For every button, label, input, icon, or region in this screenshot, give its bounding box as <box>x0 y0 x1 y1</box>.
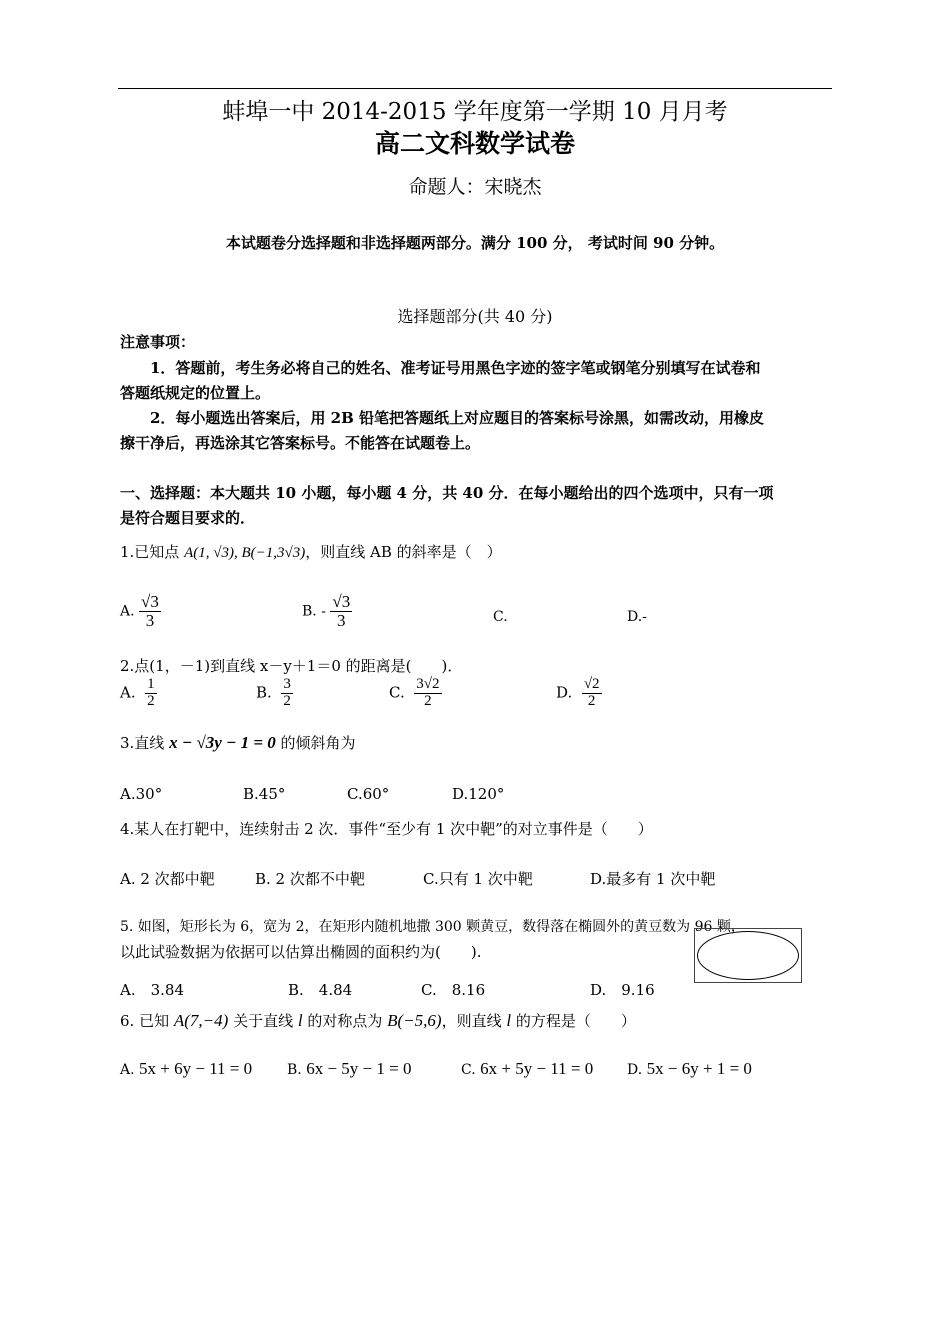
exam-intro: 本试题卷分选择题和非选择题两部分。满分 100 分， 考试时间 90 分钟。 <box>225 234 725 252</box>
q6-option-b: B. 6x − 5y − 1 = 0 <box>287 1059 412 1078</box>
header-rule <box>118 88 832 89</box>
question-1: 1.已知点 A(1, √3), B(−1,3√3)，则直线 AB 的斜率是（ ） <box>120 543 502 561</box>
q4-option-b: B. 2 次都不中靶 <box>255 870 365 888</box>
q2-option-b: B. $\frac{3}{2}$ <box>256 676 291 709</box>
q2-option-d: D. $\frac{√2}{2}$ <box>556 676 600 709</box>
q2-option-a: A. $\frac{1}{2}$ <box>120 676 155 709</box>
q4-option-a: A. 2 次都中靶 <box>120 870 215 888</box>
notice-2-line2: 擦干净后，再选涂其它答案标号。不能答在试题卷上。 <box>120 434 481 452</box>
q1-option-a: A. $\frac{√3}{3}$ <box>120 592 159 630</box>
q1-option-d: D.- <box>627 609 647 625</box>
q6-option-a: A. 5x + 6y − 11 = 0 <box>120 1059 253 1078</box>
ellipse-figure <box>697 931 799 980</box>
q5-option-d: D. 9.16 <box>590 981 655 999</box>
q4-option-c: C.只有 1 次中靶 <box>423 870 533 888</box>
q4-option-d: D.最多有 1 次中靶 <box>590 870 716 888</box>
q3-option-a: A.30° <box>120 785 163 803</box>
section-title: 选择题部分(共 40 分) <box>397 307 553 326</box>
notice-1-line1: 1．答题前，考生务必将自己的姓名、准考证号用黑色字迹的签字笔或钢笔分别填写在试卷和 <box>150 359 761 377</box>
q3-option-d: D.120° <box>452 785 505 803</box>
q5-option-b: B. 4.84 <box>288 981 353 999</box>
notice-title: 注意事项： <box>120 333 196 351</box>
q1-option-b: B. - $\frac{√3}{3}$ <box>302 592 351 630</box>
q2-option-c: C. $\frac{3√2}{2}$ <box>389 676 440 709</box>
q6-option-d: D. 5x − 6y + 1 = 0 <box>627 1059 752 1078</box>
exam-author: 命题人：宋晓杰 <box>408 176 542 198</box>
q3-equation: x − √3y − 1 = 0 <box>169 733 276 752</box>
part1-instruction-line2: 是符合题目要求的． <box>120 509 256 527</box>
q5-option-c: C. 8.16 <box>421 981 486 999</box>
question-5-line1: 5. 如图，矩形长为 6，宽为 2，在矩形内随机地撒 300 颗黄豆，数得落在椭圆外的黄豆数为 96 颗， <box>120 919 745 935</box>
question-3: 3.直线 x − √3y − 1 = 0 的倾斜角为 <box>120 733 356 752</box>
q6-option-c: C. 6x + 5y − 11 = 0 <box>461 1059 594 1078</box>
q3-option-c: C.60° <box>347 785 390 803</box>
q5-option-a: A. 3.84 <box>120 981 184 999</box>
q1-option-c: C. <box>493 609 508 625</box>
question-6: 6. 已知 A(7,−4) 关于直线 l 的对称点为 B(−5,6)，则直线 l 的方程是（ ） <box>120 1011 636 1030</box>
part1-instruction-line1: 一、选择题：本大题共 10 小题，每小题 4 分，共 40 分．在每小题给出的四个选项中，只有一项 <box>120 484 774 502</box>
question-2: 2.点(1，－1)到直线 x－y＋1＝0 的距离是( )． <box>120 657 463 675</box>
notice-1-line2: 答题纸规定的位置上。 <box>120 384 271 402</box>
notice-2-line1: 2．每小题选出答案后，用 2B 铅笔把答题纸上对应题目的答案标号涂黑，如需改动，用橡皮 <box>150 409 765 427</box>
exam-title-line2: 高二文科数学试卷 <box>374 129 575 158</box>
question-4: 4.某人在打靶中，连续射击 2 次．事件“至少有 1 次中靶”的对立事件是（ ） <box>120 820 653 838</box>
q3-option-b: B.45° <box>243 785 286 803</box>
q1-points: A(1, √3), B(−1,3√3) <box>184 545 306 561</box>
question-5-line2: 以此试验数据为依据可以估算出椭圆的面积约为( ). <box>120 943 482 961</box>
exam-title-line1: 蚌埠一中 2014-2015 学年度第一学期 10 月月考 <box>222 99 728 125</box>
